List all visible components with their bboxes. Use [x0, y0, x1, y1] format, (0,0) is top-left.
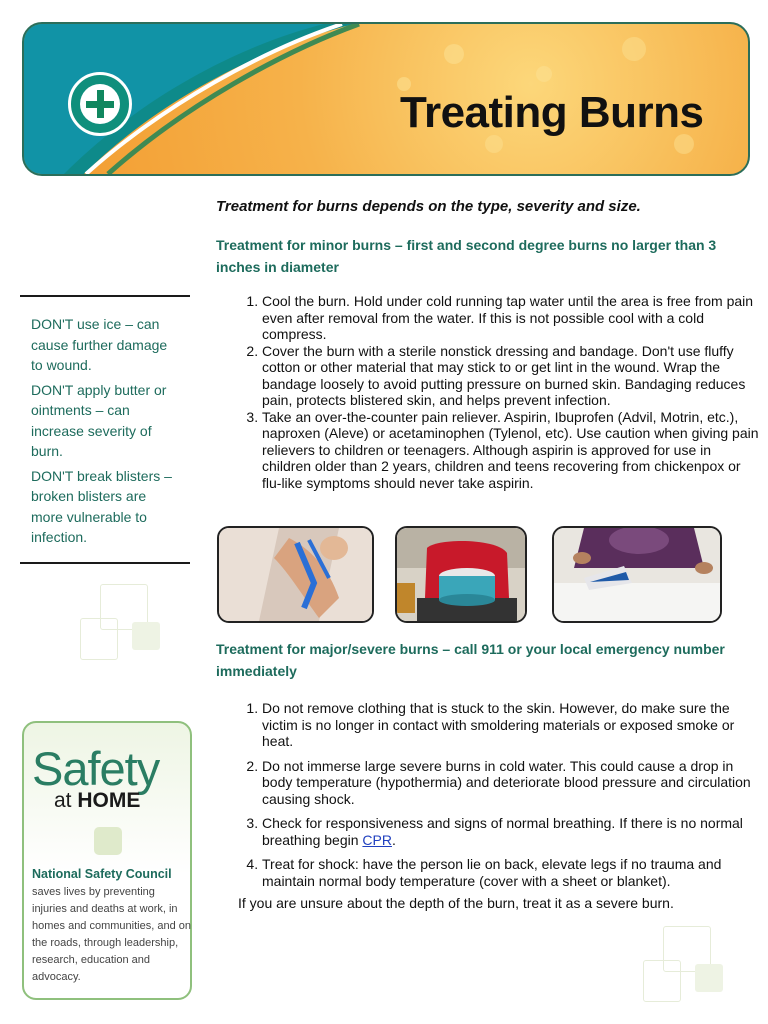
photo-ironing	[552, 526, 722, 623]
list-item: 4. Treat for shock: have the person lie on back, elevate legs if no trauma and maintain normal body temperature (cover with a sheet or blanket).	[262, 856, 762, 889]
tips-top-rule	[20, 295, 190, 297]
page-title: Treating Burns	[400, 88, 704, 137]
brand-safety: Safety	[32, 742, 160, 795]
photo-cooking-pot	[395, 526, 527, 623]
cpr-link[interactable]: CPR	[362, 831, 392, 848]
tips-box	[31, 314, 181, 552]
photo-cooling-hand	[217, 526, 374, 623]
minor-burns-heading: Treatment for minor burns – first and second degree burns no larger than 3 inches in diameter	[216, 237, 717, 275]
tip-blisters: DON'T break blisters – broken blisters are more vulnerable to infection.	[31, 467, 172, 545]
header-banner	[22, 22, 750, 176]
list-item: 2. Cover the burn with a sterile nonstick dressing and bandage. Don't use fluffy cotton or other material that may stick to or get lint in the wound. Wrap the bandage loosely to avoid putting pressure on burned skin. Bandaging reduces pain, protects blistered skin, and helps prevent infection.	[262, 343, 762, 409]
major-burns-heading: Treatment for major/severe burns – call 911 or your local emergency number immediately	[216, 641, 725, 679]
list-item: 2. Do not immerse large severe burns in cold water. This could cause a drop in body temperature (hypothermia) and deteriorate blood pressure and circulation causing shock.	[262, 758, 762, 808]
tip-butter: DON'T apply butter or ointments – can increase severity of burn.	[31, 381, 167, 459]
list-item: 1. Cool the burn. Hold under cold running tap water until the area is free from pain even after removal from the water. If this is not possible cool with a cold compress.	[262, 293, 762, 343]
org-name: National Safety Council	[32, 867, 172, 881]
intro-text: Treatment for burns depends on the type, severity and size.	[216, 198, 641, 215]
tip-ice: DON'T use ice – can cause further damage to wound.	[31, 316, 168, 373]
list-item: 1. Do not remove clothing that is stuck to the skin. However, do make sure the victim is no longer in contact with smoldering materials or exposed smoke or heat.	[262, 700, 762, 750]
decorative-square	[94, 827, 122, 855]
org-description: saves lives by preventing injuries and deaths at work, in homes and communities, and on the roads, through leadership, research, education and advocacy.	[32, 886, 191, 983]
safety-at-home-card	[22, 721, 192, 1000]
brand-at-home: at HOME	[54, 789, 141, 812]
list-item: 3. Check for responsiveness and signs of normal breathing. If there is no normal breathing begin CPR.	[262, 815, 762, 848]
list-item: 3. Take an over-the-counter pain reliever. Aspirin, Ibuprofen (Advil, Motrin, etc.), naproxen (Aleve) or acetaminophen (Tylenol, etc). Use caution when giving pain relievers to children or teenagers. Although aspirin is approved for use in children older than 2 years, children and teens recovering from chickenpox or flu-like symptoms should never take aspirin.	[262, 409, 762, 492]
decorative-squares	[80, 584, 170, 664]
tips-bottom-rule	[20, 562, 190, 564]
minor-burns-list	[238, 293, 762, 491]
major-burns-list	[238, 700, 762, 897]
nsc-logo	[68, 72, 132, 136]
decorative-squares-bottom	[643, 926, 733, 1006]
closing-note: If you are unsure about the depth of the burn, treat it as a severe burn.	[238, 895, 674, 911]
